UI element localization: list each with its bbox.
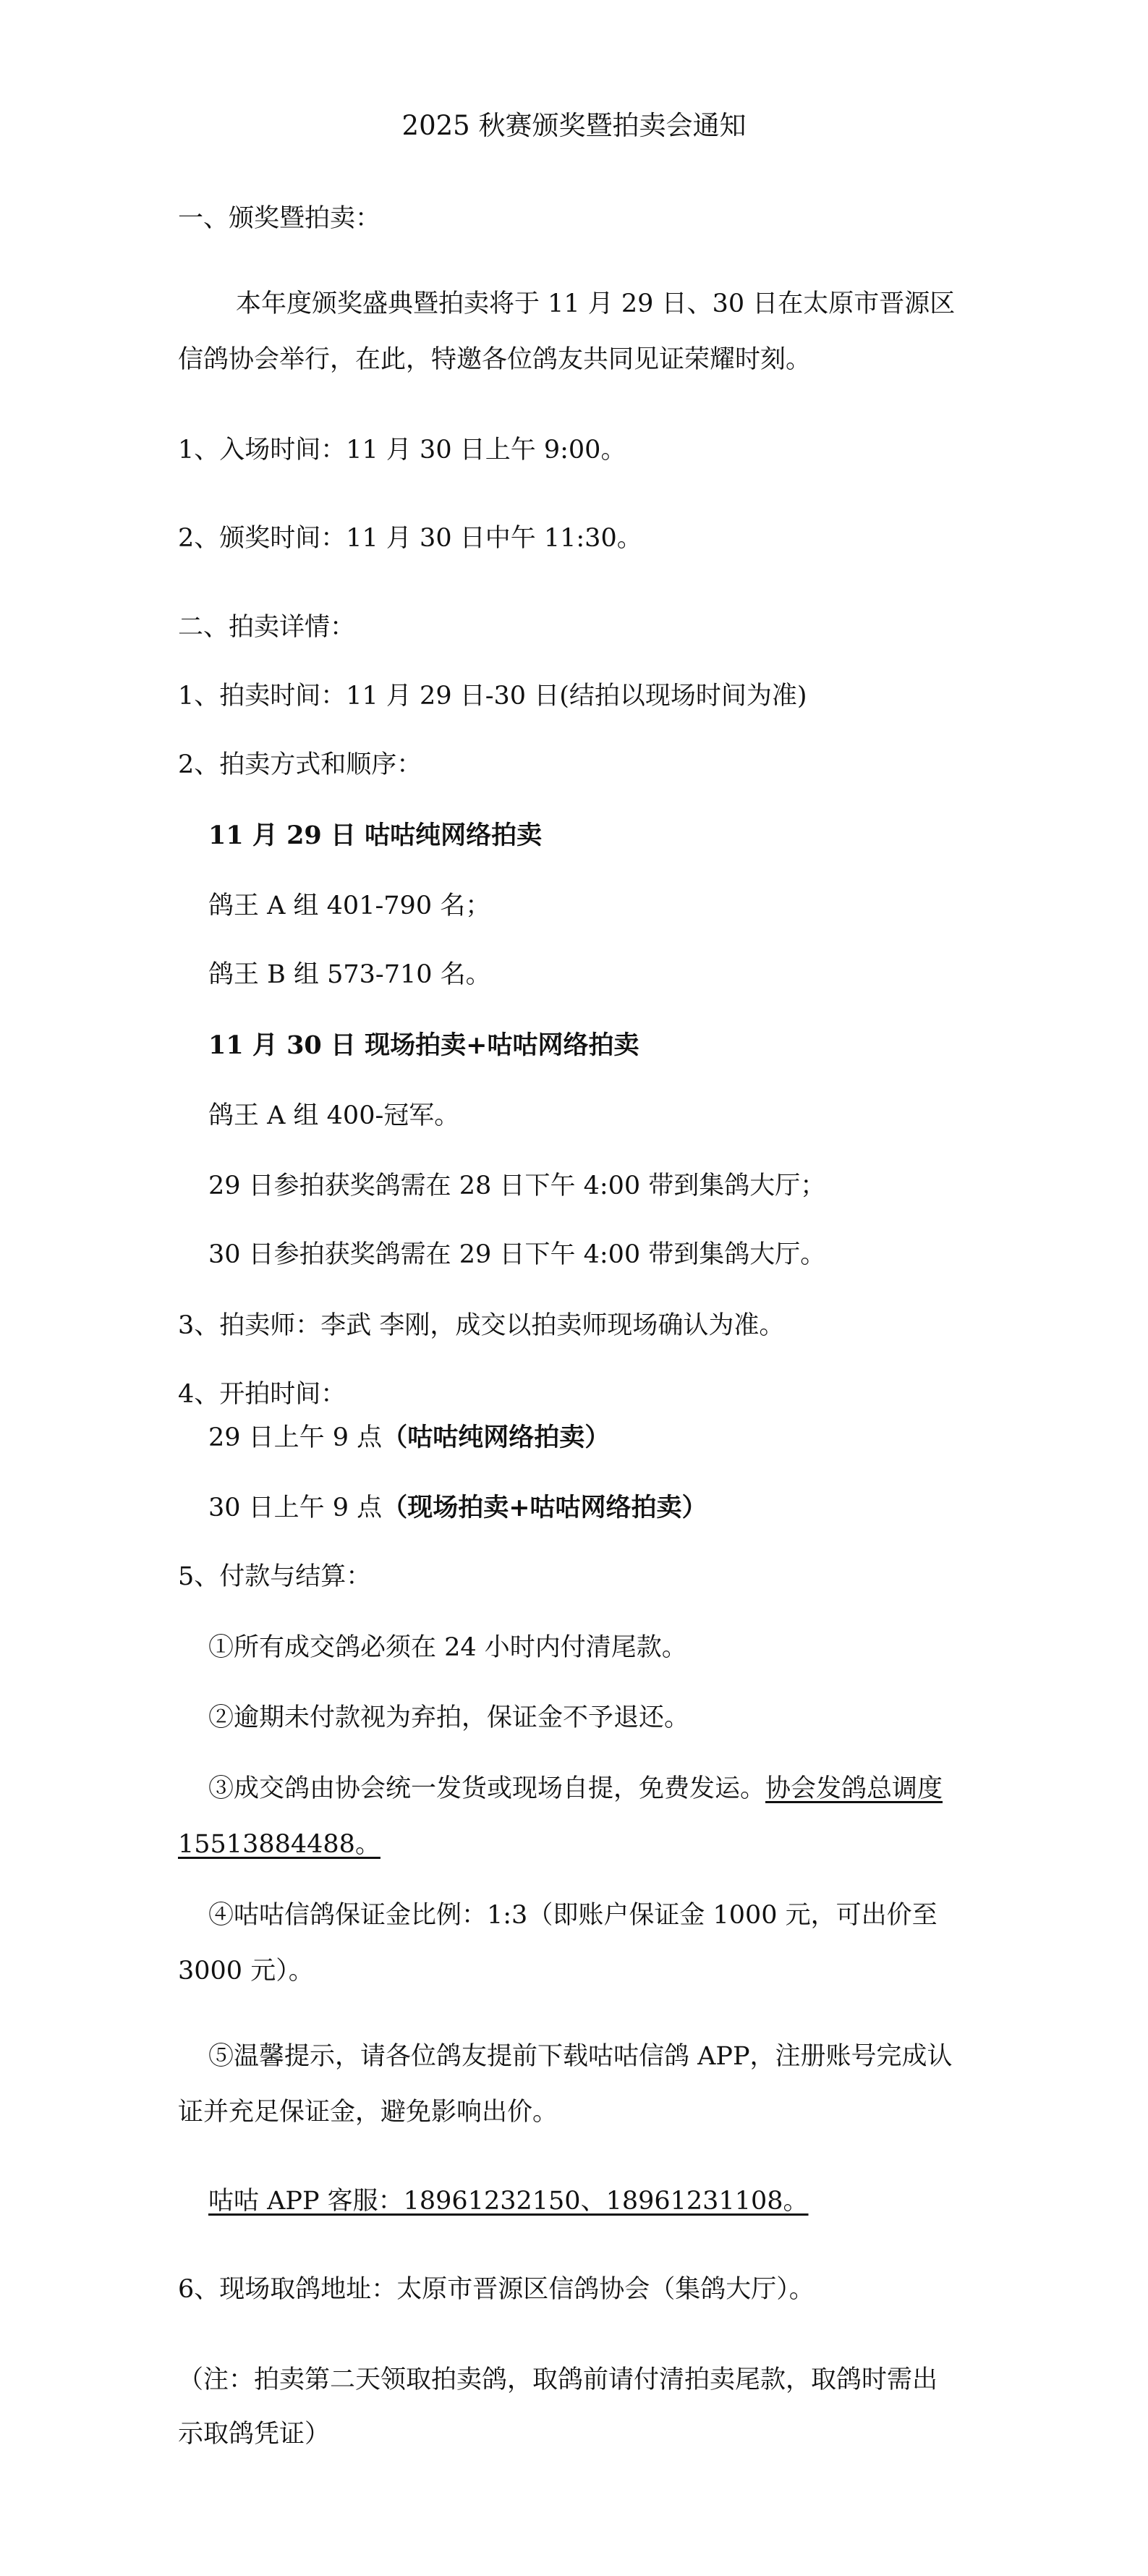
- payment-rule-1: ①所有成交鸽必须在 24 小时内付清尾款。: [208, 1633, 687, 1662]
- payment-rule-3-text: ③成交鸽由协会统一发货或现场自提，免费发运。: [208, 1774, 766, 1803]
- note-29: 29 日参拍获奖鸽需在 28 日下午 4:00 带到集鸽大厅；: [208, 1172, 826, 1200]
- start-29-detail: （咕咕纯网络拍卖）: [382, 1423, 611, 1452]
- intro-line-2: 信鸽协会举行，在此，特邀各位鸽友共同见证荣耀时刻。: [178, 345, 812, 374]
- app-service-contact: 咕咕 APP 客服：18961232150、18961231108。: [208, 2187, 809, 2216]
- footnote-line-2: 示取鸽凭证）: [178, 2420, 331, 2449]
- document-title: 2025 秋赛颁奖暨拍卖会通知: [401, 110, 747, 141]
- day29-title: 11 月 29 日 咕咕纯网络拍卖: [208, 821, 543, 850]
- pickup-address: 6、现场取鸽地址：太原市晋源区信鸽协会（集鸽大厅）。: [178, 2275, 815, 2304]
- note-30: 30 日参拍获奖鸽需在 29 日下午 4:00 带到集鸽大厅。: [208, 1240, 826, 1269]
- entry-time: 1、入场时间：11 月 30 日上午 9:00。: [178, 436, 626, 465]
- start-heading: 4、开拍时间：: [178, 1380, 346, 1409]
- day30-item-1: 鸽王 A 组 400-冠军。: [208, 1101, 460, 1130]
- method-heading: 2、拍卖方式和顺序：: [178, 750, 422, 779]
- day30-title: 11 月 30 日 现场拍卖+咕咕网络拍卖: [208, 1030, 639, 1060]
- day29-item-1: 鸽王 A 组 401-790 名；: [208, 891, 491, 920]
- start-30-time: 30 日上午 9 点: [208, 1494, 383, 1522]
- day29-item-2: 鸽王 B 组 573-710 名。: [208, 960, 491, 989]
- dispatch-contact-label: 协会发鸽总调度: [765, 1774, 943, 1803]
- payment-rule-3: [208, 1773, 943, 1805]
- start-29-time: 29 日上午 9 点: [208, 1423, 383, 1452]
- payment-rule-2: ②逾期未付款视为弃拍，保证金不予退还。: [208, 1703, 690, 1732]
- payment-heading: 5、付款与结算：: [178, 1562, 372, 1591]
- intro-line-1: 本年度颁奖盛典暨拍卖将于 11 月 29 日、30 日在太原市晋源区: [236, 289, 956, 318]
- payment-rule-5-line-1: ⑤温馨提示，请各位鸽友提前下载咕咕信鸽 APP，注册账号完成认: [208, 2042, 953, 2071]
- section1-heading: 一、颁奖暨拍卖：: [178, 204, 381, 233]
- payment-rule-4-line-2: 3000 元）。: [178, 1957, 314, 1986]
- start-29: [208, 1422, 610, 1454]
- payment-rule-4-line-1: ④咕咕信鸽保证金比例：1:3（即账户保证金 1000 元，可出价至: [208, 1901, 937, 1930]
- section2-heading: 二、拍卖详情：: [178, 613, 356, 642]
- start-30-detail: （现场拍卖+咕咕网络拍卖）: [382, 1493, 707, 1522]
- auction-time: 1、拍卖时间：11 月 29 日-30 日(结拍以现场时间为准): [178, 682, 807, 711]
- start-30: [208, 1492, 707, 1524]
- payment-rule-5-line-2: 证并充足保证金，避免影响出价。: [178, 2098, 558, 2127]
- dispatch-phone: 15513884488。: [178, 1830, 380, 1859]
- award-time: 2、颁奖时间：11 月 30 日中午 11:30。: [178, 524, 642, 553]
- auctioneer: 3、拍卖师：李武 李刚，成交以拍卖师现场确认为准。: [178, 1311, 785, 1340]
- footnote-line-1: （注：拍卖第二天领取拍卖鸽，取鸽前请付清拍卖尾款，取鸽时需出: [178, 2365, 938, 2394]
